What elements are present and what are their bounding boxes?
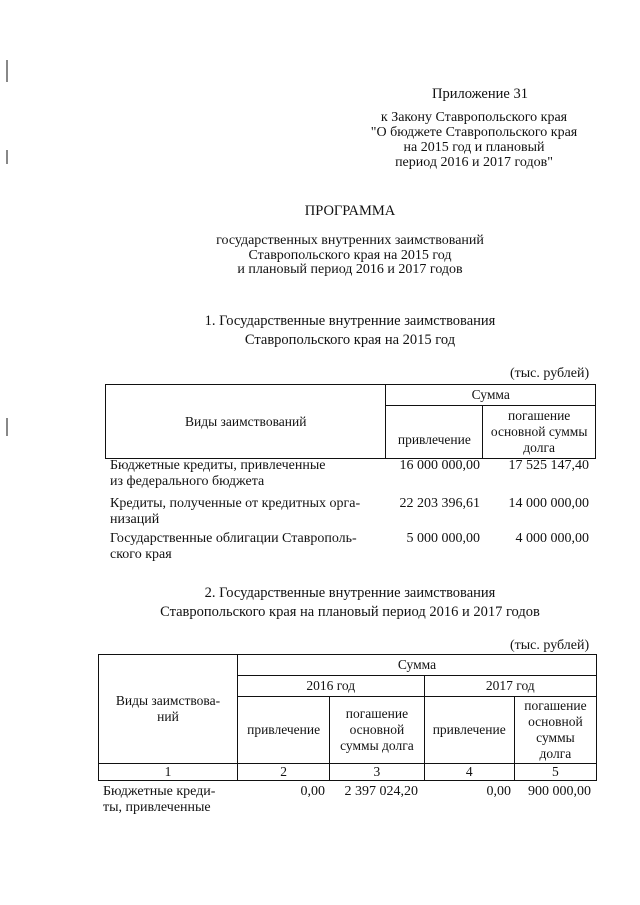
row-label-line: ского края: [110, 547, 172, 562]
row-label-line: Кредиты, полученные от кредитных орга-: [110, 496, 361, 511]
header-sum: Сумма: [386, 385, 596, 406]
section1-title-line: Ставропольского края на 2015 год: [244, 332, 456, 348]
header-repay-2016: [330, 697, 424, 764]
row-2016-repay: 2 397 024,20: [344, 784, 418, 799]
header-raise-2017: привлечение: [424, 697, 514, 764]
header-year-2017: 2017 год: [424, 676, 596, 697]
section1-unit: (тыс. рублей): [510, 366, 590, 381]
col-number: 3: [330, 764, 424, 781]
row-repay-value: 4 000 000,00: [515, 531, 589, 546]
row-label-line: из федерального бюджета: [110, 474, 265, 489]
row-2017-raise: 0,00: [486, 784, 511, 799]
header-sum: Сумма: [237, 655, 596, 676]
program-subtitle: [150, 234, 550, 278]
program-title: ПРОГРАММА: [304, 203, 396, 219]
row-label-line: низаций: [110, 512, 160, 527]
table-row: [110, 458, 325, 490]
table-row: [110, 496, 360, 528]
section2-table-header: [98, 654, 597, 781]
subtitle-line: и плановый период 2016 и 2017 годов: [237, 262, 463, 277]
section2-title: [100, 584, 600, 622]
column-number-row: [99, 764, 597, 781]
scan-mark: [6, 418, 8, 436]
scan-mark: [6, 60, 8, 82]
row-repay-value: 17 525 147,40: [508, 458, 589, 473]
row-raise-value: 22 203 396,61: [399, 496, 480, 511]
table-row: [103, 784, 215, 816]
header-raise-2016: привлечение: [237, 697, 329, 764]
row-label-line: Государственные облигации Ставрополь-: [110, 531, 357, 546]
row-2017-repay: 900 000,00: [528, 784, 591, 799]
section2-title-line: Ставропольского края на плановый период 2016 и 2017 годов: [160, 604, 540, 620]
appendix-line: "О бюджете Ставропольского края: [370, 125, 578, 140]
header-repay: [483, 406, 596, 459]
row-repay-value: 14 000 000,00: [508, 496, 589, 511]
header-repay-text: погашение основной суммы долга: [490, 408, 588, 455]
appendix-title: Приложение 31: [432, 86, 528, 102]
table-row: [110, 531, 357, 563]
section1-title: [150, 312, 550, 350]
col-number: 2: [237, 764, 329, 781]
row-raise-value: 16 000 000,00: [399, 458, 480, 473]
row-2016-raise: 0,00: [300, 784, 325, 799]
col-number: 1: [99, 764, 238, 781]
col-number: 4: [424, 764, 514, 781]
header-repay-text: погашение основной суммы долга: [524, 698, 587, 761]
section1-title-line: 1. Государственные внутренние заимствования: [204, 313, 496, 329]
subtitle-line: Ставропольского края на 2015 год: [248, 247, 452, 263]
section2-unit: (тыс. рублей): [510, 638, 590, 653]
header-year-2016: 2016 год: [237, 676, 424, 697]
section2-title-line: 2. Государственные внутренние заимствования: [204, 585, 496, 601]
scan-mark: [6, 150, 8, 164]
row-label-line: Бюджетные кредиты, привлеченные: [110, 458, 326, 473]
appendix-line: к Закону Ставропольского края: [380, 110, 568, 125]
subtitle-line: государственных внутренних заимствований: [216, 233, 484, 248]
row-label-line: Бюджетные креди-: [103, 784, 216, 799]
header-repay-2017: [514, 697, 596, 764]
header-kind: Виды заимствований: [106, 385, 386, 459]
header-kind-text: Виды заимствова-ний: [115, 693, 221, 724]
appendix-reference: [348, 110, 600, 170]
section1-table-header: [105, 384, 596, 459]
header-kind: [99, 655, 238, 764]
row-raise-value: 5 000 000,00: [406, 531, 480, 546]
appendix-line: период 2016 и 2017 годов": [395, 155, 553, 170]
header-raise: привлечение: [386, 406, 483, 459]
col-number: 5: [514, 764, 596, 781]
appendix-line: на 2015 год и плановый: [403, 140, 545, 155]
header-repay-text: погашение основной суммы долга: [340, 706, 414, 753]
row-label-line: ты, привлеченные: [103, 800, 211, 815]
